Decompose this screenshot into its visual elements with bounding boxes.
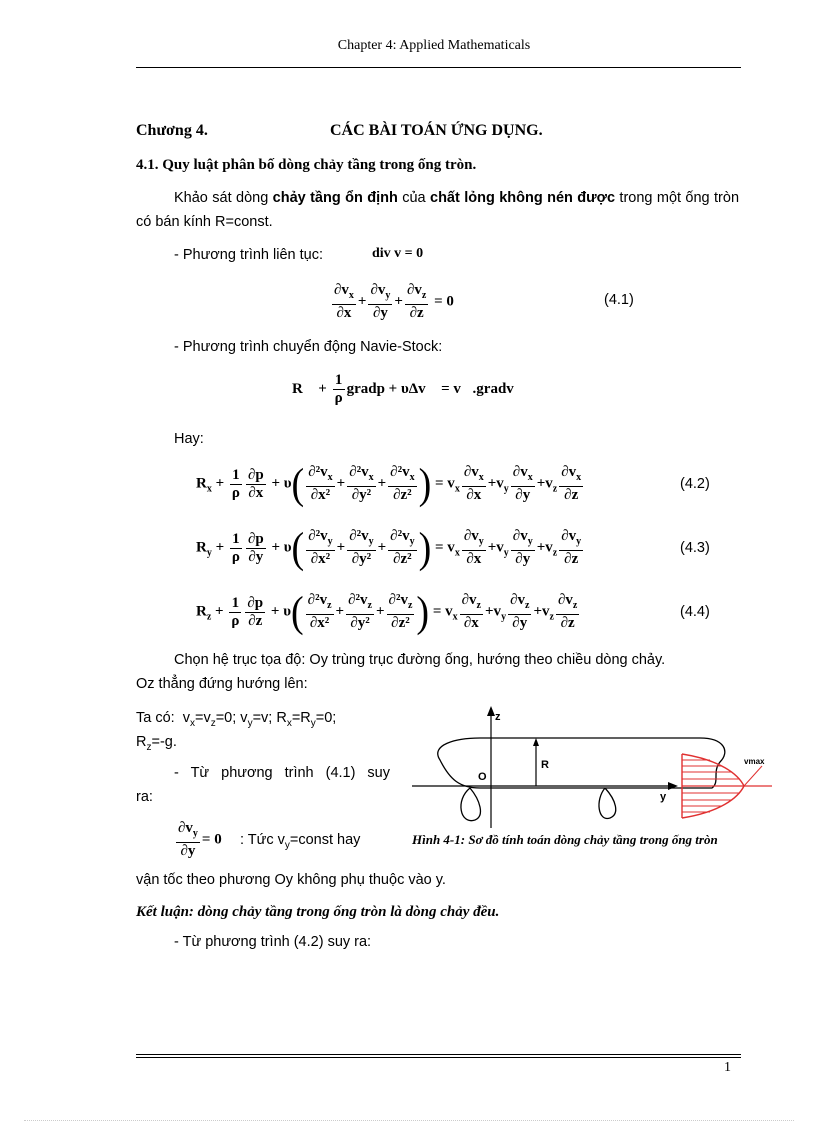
page-bottom-edge — [24, 1120, 794, 1121]
navier-label: - Phương trình chuyển động Navie-Stock: — [174, 339, 443, 355]
intro-text-1: Khảo sát dòng — [174, 190, 273, 206]
pipe-flow-figure — [400, 700, 780, 830]
equation-4-2: $R_x$ + $\frac{1}{\rho}$ $\frac{\partial p}{\partial x}$ + υ( $\frac{\partial^2v_x}{\text{∂x²}}$ + $\frac{\partial^2v_x}{\text{∂y²}}$ + $\frac{\partial^2v_x}{\text{∂z²}}$ ) = $v_x$ $\frac{\partial v_x}{\partial x}$ $+v_y$ $\frac{\partial v_x}{\partial y}$ $+v_z$ $\frac{\partial v_x}{\partial z}$ — [196, 459, 582, 509]
eq-number-4-3: (4.3) — [680, 540, 710, 556]
eq-number-4-2: (4.2) — [680, 476, 710, 492]
eq-number-4-1: (4.1) — [604, 292, 634, 308]
label-z: z — [495, 711, 501, 723]
eq-number-4-4: (4.4) — [680, 604, 710, 620]
from42-text: - Từ phương trình (4.2) suy ra: — [174, 934, 372, 950]
label-r: R — [541, 759, 549, 771]
equation-4-3: $R_y$ + $\frac{1}{\rho}$ $\frac{\partial p}{\partial y}$ + υ( $\frac{\partial^2v_y}{\text{∂x²}}$ + $\frac{\partial^2v_y}{\text{∂y²}}$ + $\frac{\partial^2v_y}{\text{∂z²}}$ ) = $v_x$ $\frac{\partial v_y}{\partial x}$ $+v_y$ $\frac{\partial v_y}{\partial y}$ $+v_z$ $\frac{\partial v_y}{\partial z}$ — [196, 523, 582, 573]
after-figure-text: vận tốc theo phương Oy không phụ thuộc vào y. — [136, 872, 446, 888]
intro-text-3: trong một ống tròn có bán kính R=const. — [136, 190, 740, 230]
continuity-label: - Phương trình liên tục: — [174, 247, 323, 263]
from41-line-1: - Từ phương trình (4.1) suy — [174, 765, 390, 781]
running-header: Chapter 4: Applied Mathematicals — [337, 38, 531, 53]
page-number: 1 — [724, 1060, 731, 1075]
taco-line-1: Ta có: $v_x=v_z=0$; $v_y=v$; $R_x=R_y=0$; — [136, 710, 337, 729]
chapter-title: CÁC BÀI TOÁN ỨNG DỤNG. — [330, 122, 543, 139]
result-text: : Tức $v_y=const$ hay — [240, 832, 361, 851]
from41-line-2: ra: — [136, 789, 153, 805]
intro-paragraph — [136, 186, 739, 234]
figure-caption: Hình 4-1: Sơ đồ tính toán dòng chảy tầng trong ống tròn — [412, 832, 718, 847]
intro-bold-2: chất lỏng không nén được — [430, 190, 616, 206]
equation-4-4: $R_z$ + $\frac{1}{\rho}$ $\frac{\partial p}{\partial z}$ + υ( $\frac{\partial^2v_z}{\text{∂x²}}$ + $\frac{\partial^2v_z}{\text{∂y²}}$ + $\frac{\partial^2v_z}{\text{∂z²}}$ ) = $v_x$ $\frac{\partial v_z}{\partial x}$ $+v_y$ $\frac{\partial v_z}{\partial y}$ $+v_z$ $\frac{\partial v_z}{\partial z}$ — [196, 587, 578, 637]
radius-arrowhead — [533, 738, 539, 746]
coords-line-1: Chọn hệ trục tọa độ: Oy trùng trục đường ống, hướng theo chiều dòng chảy. — [174, 652, 666, 668]
equation-4-1: $\frac{\partial v_x}{\partial x}$ + $\frac{\partial v_y}{\partial y}$ + $\frac{\partial v_z}{\partial z}$ = 0 — [334, 282, 454, 321]
label-o: O — [478, 771, 487, 783]
label-vmax: vmax — [744, 757, 765, 766]
footer-divider-2 — [136, 1057, 741, 1058]
section-title: 4.1. Quy luật phân bố dòng chảy tầng trong ống tròn. — [136, 157, 477, 173]
footer-divider-1 — [136, 1054, 741, 1055]
label-y: y — [660, 791, 667, 803]
pipe-right-end — [599, 788, 616, 818]
continuity-eq: div v = 0 — [372, 246, 424, 261]
chapter-label: Chương 4. — [136, 122, 208, 139]
header-divider — [136, 67, 741, 68]
intro-text-2: của — [397, 190, 430, 206]
z-axis-arrow — [487, 706, 495, 716]
pipe-left-end — [461, 788, 481, 821]
navier-eq: R⃗ + $\frac{1}{\rho}$ gradp + υΔv⃗ = v⃗.gradv⃗ — [292, 372, 526, 406]
conclusion: Kết luận: dòng chảy tầng trong ống tròn là dòng chảy đều. — [136, 904, 500, 920]
hay-label: Hay: — [174, 431, 204, 447]
y-axis-arrow — [668, 782, 678, 790]
result-eq: $\frac{\partial v_y}{\partial y}$ = 0 — [178, 820, 222, 859]
intro-bold-1: chảy tầng ổn định — [272, 190, 398, 206]
taco-line-2: $R_z=-g$. — [136, 734, 177, 753]
coords-line-2: Oz thẳng đứng hướng lên: — [136, 676, 308, 692]
